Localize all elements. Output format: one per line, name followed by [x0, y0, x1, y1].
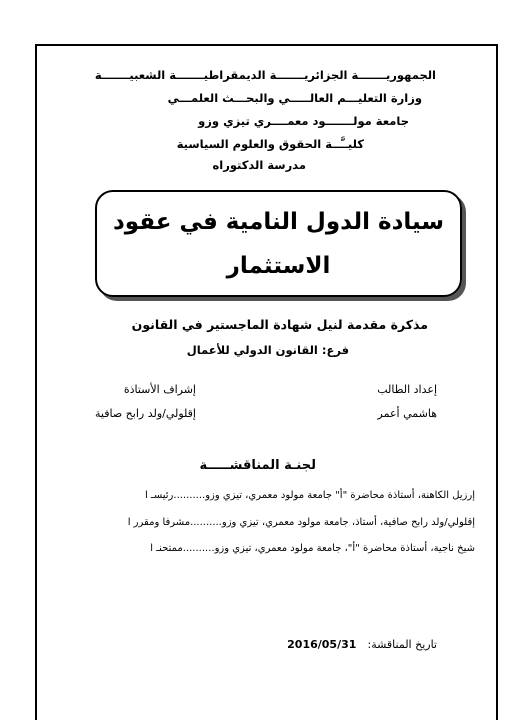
- date-label: تاريخ المناقشة:: [367, 638, 437, 651]
- branch-line: فرع: القانون الدولي للأعمال: [186, 343, 349, 357]
- school-line: مدرسة الدكتوراه: [212, 158, 306, 172]
- supervisor-name: إقلولي/ولد رابح صافية: [95, 407, 196, 420]
- ministry-line: وزارة التعليـــم العالـــــي والبحـــث العلمـــي: [167, 91, 422, 105]
- member-3-text: شيخ ناجية، أستاذة محاضرة "أ"، جامعة مولود معمري، تيزي وزو: [214, 543, 475, 554]
- title-box: [95, 190, 462, 297]
- title-line-1: سيادة الدول النامية في عقود: [112, 208, 445, 235]
- faculty-line: كليــَّــة الحقوق والعلوم السياسية: [176, 137, 364, 151]
- member-1-text: إرزيل الكاهنة، أستاذة محاضرة "أ" جامعة مولود معمري، تيزي وزو: [205, 490, 475, 501]
- committee-member-2: [128, 517, 475, 528]
- student-label: إعداد الطالب: [377, 383, 437, 396]
- defense-date: [287, 633, 437, 652]
- committee-heading: لجنـة المناقشـــــة: [199, 458, 316, 473]
- title-line-2: الاستثمار: [226, 252, 331, 279]
- member-3-role: ..........ممتحنـ ا: [150, 543, 215, 554]
- student-name: هاشمي أعمر: [377, 407, 437, 420]
- republic-line: الجمهوريـــــــة الجزائريـــــــة الديمقراطيـــــــة الشعبيـــــــة: [94, 68, 436, 82]
- member-1-role: ..........رئيسـ ا: [144, 490, 206, 501]
- date-value: 2016/05/31: [287, 638, 357, 651]
- subtitle: مذكرة مقدمة لنيل شهادة الماجستير في القانون: [131, 317, 428, 332]
- member-2-role: ..........مشرفا ومقرر ا: [127, 517, 222, 528]
- committee-member-1: [145, 490, 475, 501]
- university-line: جامعة مولـــــــود معمــــري تيزي وزو: [198, 114, 409, 128]
- supervisor-label: إشراف الأستاذة: [123, 383, 196, 396]
- committee-member-3: [150, 543, 475, 554]
- member-2-text: إقلولي/ولد رابح صافية، أستاذ، جامعة مولود معمري، تيزي وزو: [221, 517, 475, 528]
